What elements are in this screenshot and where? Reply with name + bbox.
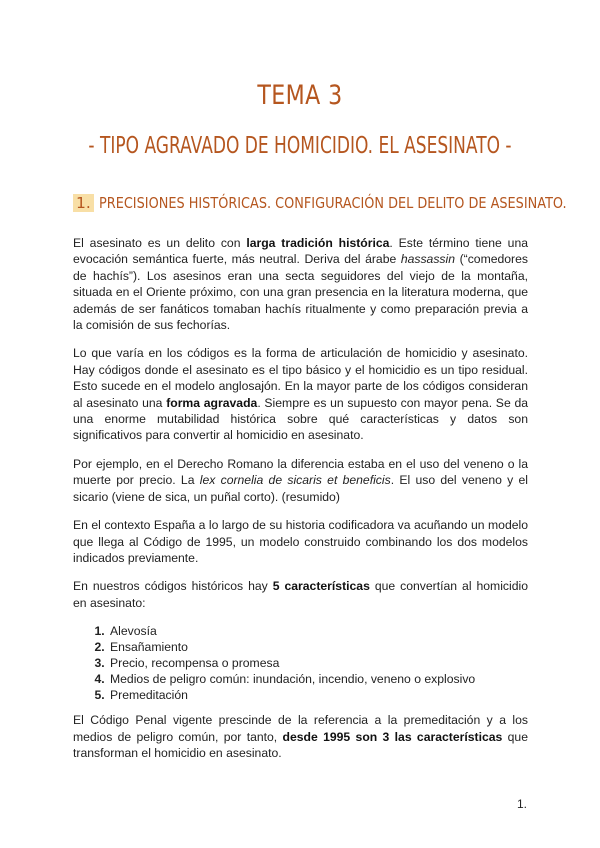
text-run: Por ejemplo, en el Derecho Romano la diferencia estaba en el uso del veneno o la muerte por precio. La (73, 456, 528, 488)
paragraph-characteristics (73, 578, 528, 611)
characteristics-list (73, 623, 528, 703)
bold-run: desde 1995 son 3 las características (282, 729, 503, 744)
page-number: 1. (516, 797, 527, 811)
text-run: . Siempre es un supuesto con mayor pena. Se da una enorme mutabilidad histórica sobre qué características y datos son significativos para convertir al homicidio en asesinato. (73, 395, 529, 443)
page-subtitle: - TIPO AGRAVADO DE HOMICIDIO. EL ASESINATO - (88, 133, 512, 159)
text-run: (“comedores de hachís”). Los asesinos eran una secta seguidores del viejo de la montaña, situada en el Oriente próximo, con una gran presencia en la literatura moderna, que además de ser fanáticos tomaban hachís ritualmente y como preparación previa a la comisión de sus fechorías. (73, 252, 528, 333)
list-item: 2. Ensañamiento (108, 639, 528, 655)
text-run: El Código Penal vigente prescinde de la referencia a la premeditación y a los medios de peligro común, por tanto, (73, 713, 528, 744)
text-run: que convertían al homicidio en asesinato: (73, 579, 528, 610)
list-item: 5. Premeditación (108, 687, 528, 703)
section-number: 1. (73, 194, 94, 212)
paragraph-spain: En el contexto España a lo largo de su historia codificadora va acuñando un modelo que llega al Código de 1995, un modelo construido combinando los dos modelos indicados previamente. (73, 518, 528, 565)
text-run: . El uso del veneno y el sicario (viene de sica, un puñal corto). (resumido) (73, 473, 528, 504)
document-body (73, 235, 528, 773)
paragraph-origin (73, 235, 528, 333)
page-title: TEMA 3 (257, 80, 343, 111)
bold-run: 5 características (272, 579, 370, 594)
list-item: 3. Precio, recompensa o promesa (108, 655, 528, 671)
section-title: PRECISIONES HISTÓRICAS. CONFIGURACIÓN DEL DELITO DE ASESINATO. (98, 194, 567, 212)
italic-run: lex cornelia de sicaris et beneficis (199, 473, 391, 488)
list-item: 1. Alevosía (108, 623, 528, 639)
text-run: Lo que varía en los códigos es la forma de articulación de homicidio y asesinato. Hay códigos donde el asesinato es el tipo básico y el homicidio es un tipo residual. Esto sucede en el modelo anglosajón. En la mayor parte de los códigos consideran al asesinato una (73, 346, 528, 410)
italic-run: hassassin (400, 252, 456, 267)
text-run: En nuestros códigos históricos hay (73, 579, 273, 594)
paragraph-roman-law (73, 456, 528, 505)
bold-run: larga tradición histórica (246, 236, 390, 250)
text-run: que transforman el homicidio en asesinato. (73, 729, 528, 760)
paragraph-codes (73, 345, 528, 443)
bold-run: forma agravada (166, 395, 258, 410)
text-run: . Este término tiene una evocación semántica fuerte, más neutral. Deriva del árabe (73, 236, 528, 267)
paragraph-current-code (73, 712, 528, 761)
section-heading (73, 194, 567, 218)
text-run: El asesinato es un delito con (73, 236, 247, 250)
list-item: 4. Medios de peligro común: inundación, incendio, veneno o explosivo (108, 671, 528, 687)
